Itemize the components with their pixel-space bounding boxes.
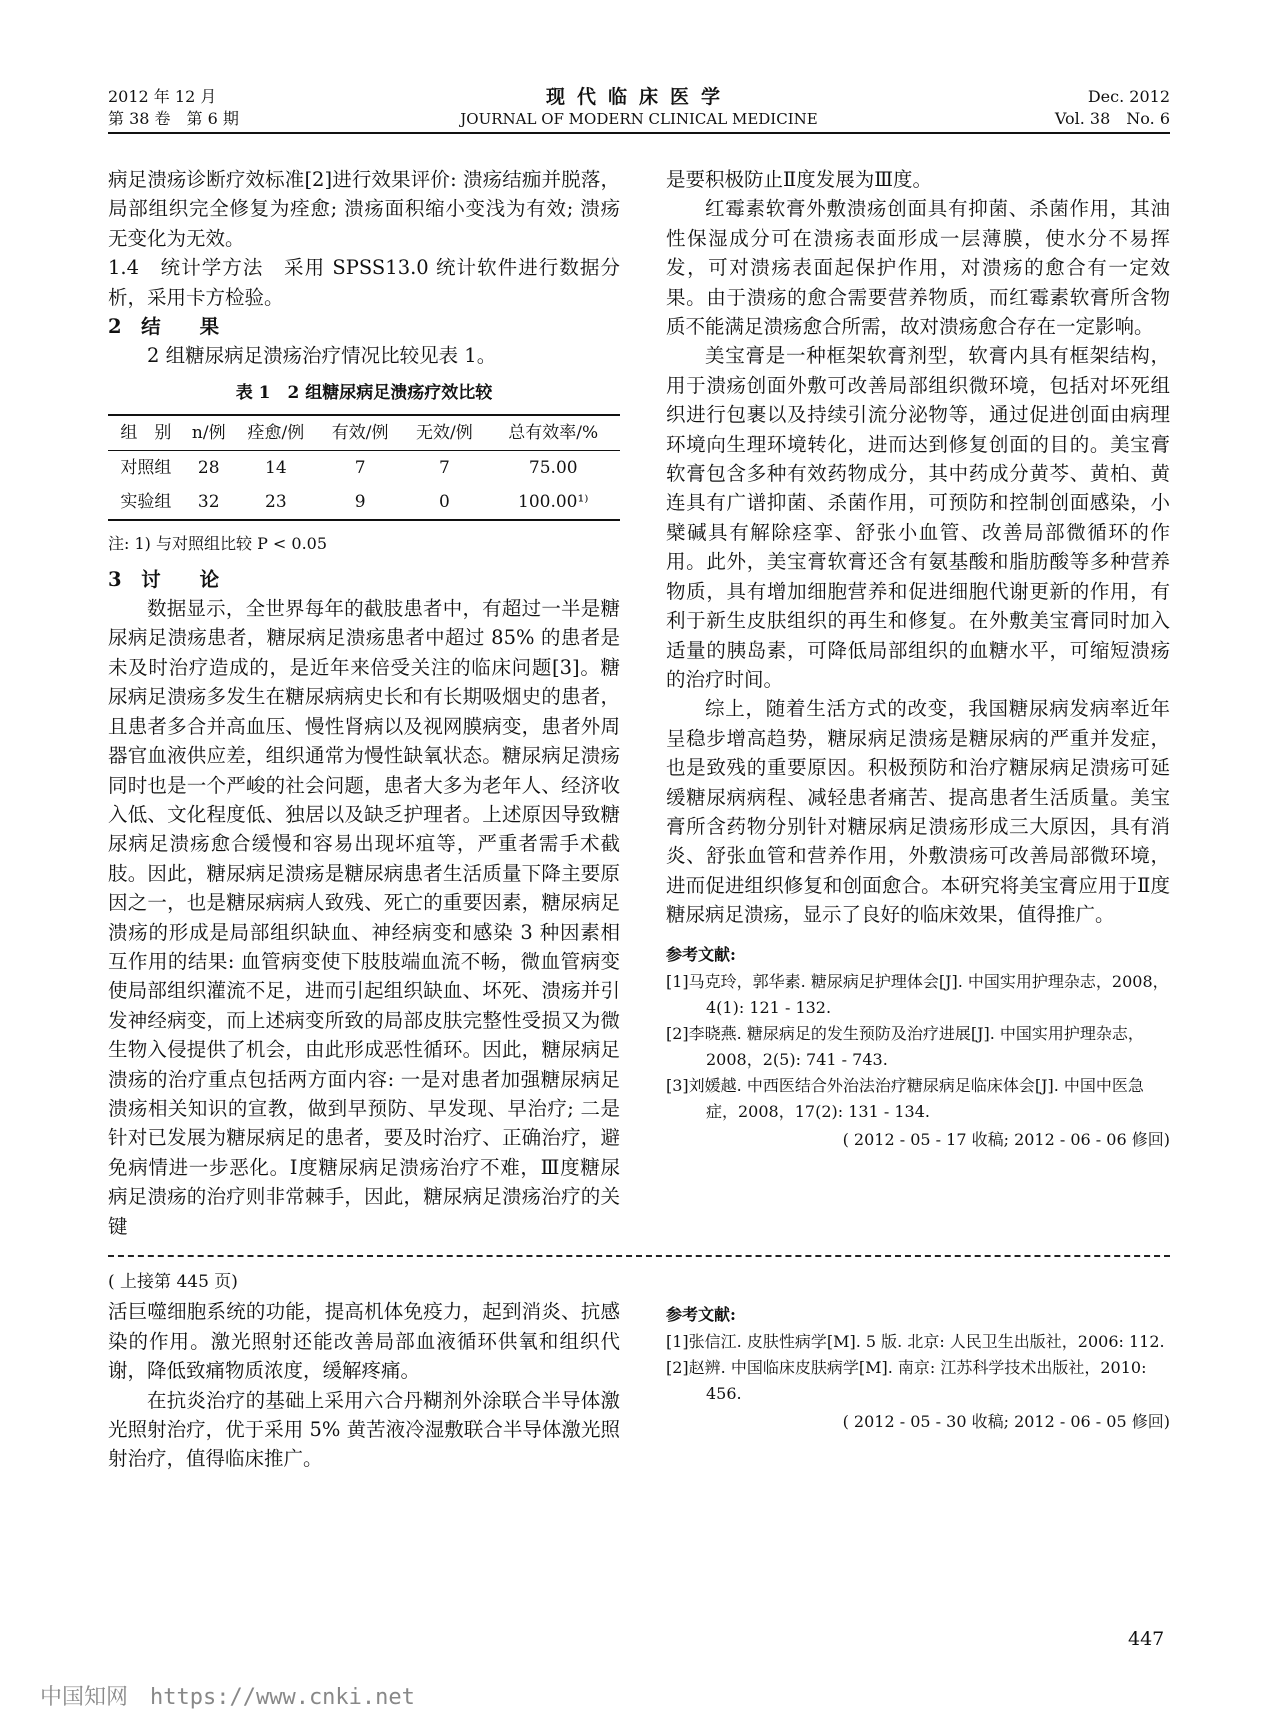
received-date: ( 2012 - 05 - 30 收稿; 2012 - 06 - 05 修回) (842, 1412, 1170, 1432)
continued-from-label: ( 上接第 445 页) (108, 1272, 238, 1292)
right-column (666, 165, 1170, 1154)
table-cell: 7 (438, 457, 450, 478)
table-header-row (108, 415, 620, 451)
section-divider (108, 1255, 1170, 1257)
paragraph: 2 组糖尿病足溃疡治疗情况比较见表 1。 (147, 344, 497, 368)
paragraph: 在抗炎治疗的基础上采用六合丹糊剂外涂联合半导体激光照射治疗，优于采用 5% 黄苦液冷湿敷联合半导体激光照射治疗，值得临床推广。 (108, 1388, 620, 1471)
paragraph: 综上，随着生活方式的改变，我国糖尿病发病率近年呈稳步增高趋势，糖尿病足溃疡是糖尿病的严重并发症，也是致残的重要原因。积极预防和治疗糖尿病足溃疡可延缓糖尿病病程、减轻患者痛苦、提高患者生活质量。美宝膏所含药物分别针对糖尿病足溃疡形成三大原因，具有消炎、舒张血管和营养作用，外敷溃疡可改善局部微环境，进而促进组织修复和创面愈合。本研究将美宝膏应用于Ⅱ度糖尿病足溃疡，显示了良好的临床效果，值得推广。 (666, 697, 1170, 927)
table-cell: 23 (265, 491, 287, 512)
section-heading-results: 2 结 果 (108, 315, 220, 339)
paragraph: 红霉素软膏外敷溃疡创面具有抑菌、杀菌作用，其油性保湿成分可在溃疡表面形成一层薄膜，使水分不易挥发，可对溃疡表面起保护作用，对溃疡的愈合有一定效果。由于溃疡的愈合需要营养物质，而红霉素软膏所含物质不能满足溃疡愈合所需，故对溃疡愈合存在一定影响。 (666, 197, 1170, 339)
paragraph: 活巨噬细胞系统的功能，提高机体免疫力，起到消炎、抗感染的作用。激光照射还能改善局部血液循环供氧和组织代谢，降低致痛物质浓度，缓解疼痛。 (108, 1300, 620, 1383)
reference-item: [3]刘媛越. 中西医结合外治法治疗糖尿病足临床体会[J]. 中国中医急症，2008，17(2): 131 - 134. (666, 1075, 1144, 1121)
journal-title-en: JOURNAL OF MODERN CLINICAL MEDICINE (460, 110, 818, 128)
references-title: 参考文献: (666, 1305, 736, 1324)
reference-item: [2]赵辨. 中国临床皮肤病学[M]. 南京: 江苏科学技术出版社，2010: 456. (666, 1358, 1147, 1404)
table-note: 注: 1) 与对照组比较 P < 0.05 (108, 534, 328, 554)
table-caption: 表 1 2 组糖尿病足溃疡疗效比较 (235, 382, 493, 403)
table-row (108, 485, 620, 520)
reference-item: [2]李晓燕. 糖尿病足的发生预防及治疗进展[J]. 中国实用护理杂志，2008，2(5): 741 - 743. (666, 1023, 1144, 1069)
reference-item: [1]张信江. 皮肤性病学[M]. 5 版. 北京: 人民卫生出版社，2006: 112. (666, 1332, 1165, 1352)
paragraph: 病足溃疡诊断疗效标准[2]进行效果评价: 溃疡结痂并脱落，局部组织完全修复为痊愈; 溃疡面积缩小变浅为有效; 溃疡无变化为无效。 (108, 168, 620, 250)
header-volume: 第 38 卷 第 6 期 (108, 109, 239, 128)
table-cell: 对照组 (120, 457, 172, 478)
header-date-en: Dec. 2012 (1087, 87, 1170, 106)
header-date: 2012 年 12 月 (108, 87, 217, 106)
continued-right-column (666, 1300, 1170, 1437)
reference-item: [1]马克玲，郭华素. 糖尿病足护理体会[J]. 中国实用护理杂志，2008，4(1): 121 - 132. (666, 971, 1169, 1017)
table-cell: 0 (438, 491, 450, 512)
table-header: n/例 (191, 422, 226, 443)
table-cell: 7 (354, 457, 366, 478)
paragraph: 数据显示，全世界每年的截肢患者中，有超过一半是糖尿病足溃疡患者，糖尿病足溃疡患者中超过 85% 的患者是未及时治疗造成的，是近年来倍受关注的临床问题[3]。糖尿病足溃疡多发生在糖尿病病史长和有长期吸烟史的患者，且患者多合并高血压、慢性肾病以及视网膜病变，患者外周器官血液供应差，组织通常为慢性缺氧状态。糖尿病足溃疡同时也是一个严峻的社会问题，患者大多为老年人、经济收入低、文化程度低、独居以及缺乏护理者。上述原因导致糖尿病足溃疡愈合缓慢和容易出现坏疽等，严重者需手术截肢。因此，糖尿病足溃疡是糖尿病患者生活质量下降主要原因之一，也是糖尿病病人致残、死亡的重要因素，糖尿病足溃疡的形成是局部组织缺血、神经病变和感染 3 种因素相互作用的结果: 血管病变使下肢肢端血流不畅，微血管病变使局部组织灌流不足，进而引起组织缺血、坏死、溃疡并引发神经病变，而上述病变所致的局部皮肤完整性受损又为微生物入侵提供了机会，由此形成恶性循环。因此，糖尿病足溃疡的治疗重点包括两方面内容: 一是对患者加强糖尿病足溃疡相关知识的宣教，做到早预防、早发现、早治疗; 二是针对已发展为糖尿病足的患者，要及时治疗、正确治疗，避免病情进一步恶化。Ⅰ度糖尿病足溃疡治疗不难，Ⅲ度糖尿病足溃疡的治疗则非常棘手，因此，糖尿病足溃疡治疗的关键 (108, 597, 620, 1238)
paragraph-stats: 1.4 统计学方法 采用 SPSS13.0 统计软件进行数据分析，采用卡方检验。 (108, 256, 620, 309)
table-header: 痊愈/例 (247, 422, 305, 443)
table-row (108, 451, 620, 486)
paragraph: 是要积极防止Ⅱ度发展为Ⅲ度。 (666, 168, 933, 191)
section-heading-discussion: 3 讨 论 (108, 567, 220, 591)
running-header (108, 86, 1170, 134)
table-cell: 9 (354, 491, 366, 512)
references-title: 参考文献: (666, 944, 736, 964)
header-center (108, 86, 1170, 130)
page-number: 447 (1128, 1628, 1165, 1650)
table-cell: 100.00¹⁾ (518, 491, 589, 512)
continued-left-column (108, 1268, 620, 1474)
table-cell: 28 (197, 457, 220, 478)
table-header: 无效/例 (416, 422, 473, 443)
journal-title-cn: 现代临床医学 (545, 86, 732, 108)
received-date: ( 2012 - 05 - 17 收稿; 2012 - 06 - 06 修回) (842, 1129, 1170, 1149)
table-cell: 14 (265, 457, 287, 478)
table-header: 有效/例 (331, 422, 389, 443)
table-header: 组 别 (120, 422, 172, 443)
table-cell: 75.00 (528, 457, 578, 478)
header-volume-en: Vol. 38 No. 6 (1054, 109, 1170, 128)
table-cell: 32 (197, 491, 220, 512)
paragraph: 美宝膏是一种框架软膏剂型，软膏内具有框架结构，用于溃疡创面外敷可改善局部组织微环境，包括对坏死组织进行包裹以及持续引流分泌物等，通过促进创面由病理环境向生理环境转化，进而达到修复创面的目的。美宝膏软膏包含多种有效药物成分，其中药成分黄芩、黄柏、黄连具有广谱抑菌、杀菌作用，可预防和控制创面感染，小檗碱具有解除痉挛、舒张小血管、改善局部微循环的作用。此外，美宝膏软膏还含有氨基酸和脂肪酸等多种营养物质，具有增加细胞营养和促进细胞代谢更新的作用，有利于新生皮肤组织的再生和修复。在外敷美宝膏同时加入适量的胰岛素，可降低局部组织的血糖水平，可缩短溃疡的治疗时间。 (666, 344, 1170, 691)
header-right (1055, 86, 1170, 130)
table-header: 总有效率/% (508, 422, 599, 443)
left-column (108, 165, 620, 1241)
results-table (108, 414, 620, 521)
table-cell: 实验组 (120, 491, 172, 512)
cnki-watermark: 中国知网 https://www.cnki.net (40, 1685, 415, 1710)
